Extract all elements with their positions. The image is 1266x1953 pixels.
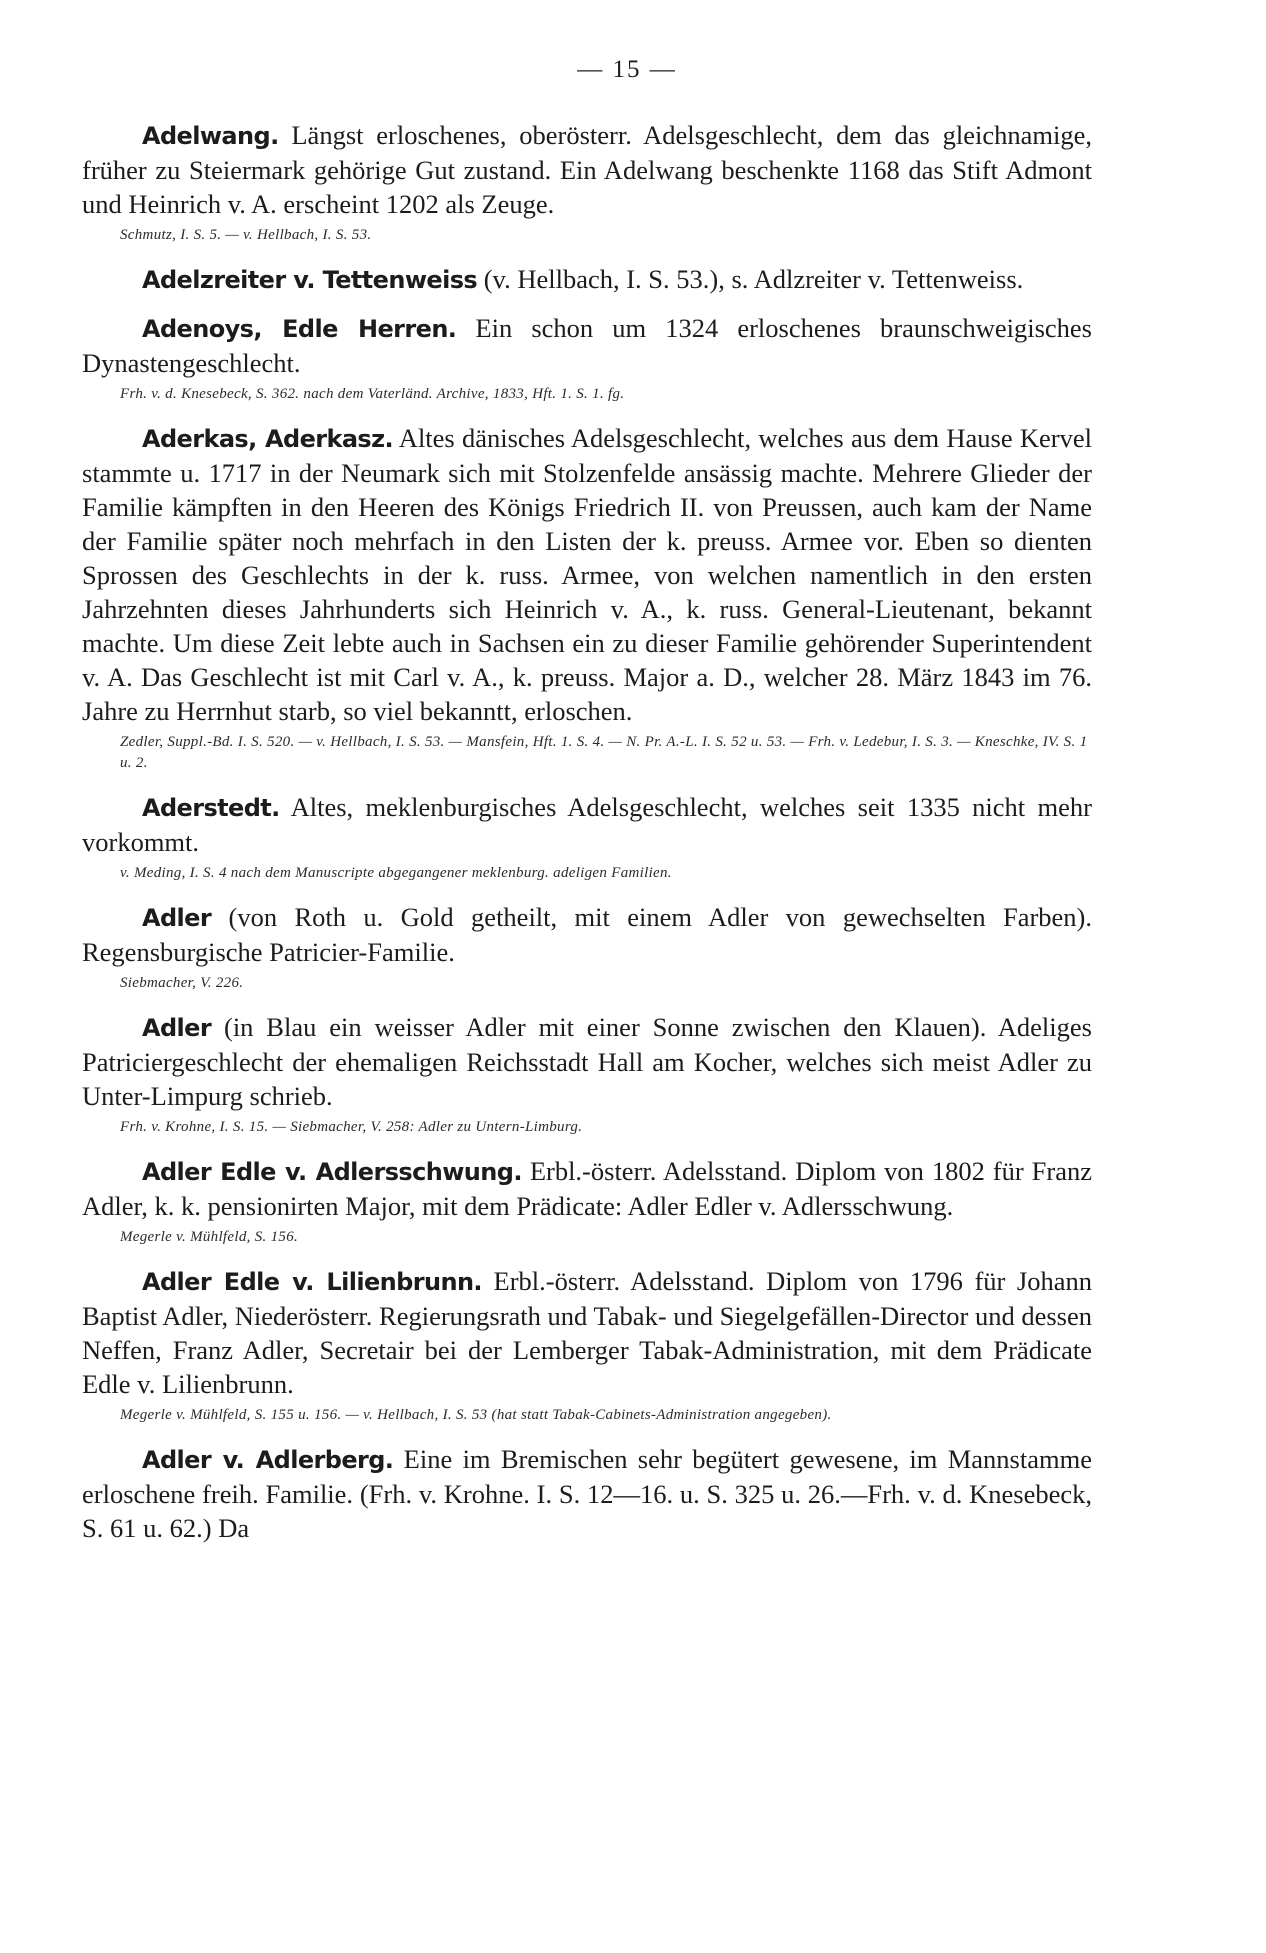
entry-head: Adenoys, Edle Herren. <box>142 315 457 343</box>
entry-text: (von Roth u. Gold getheilt, mit einem Adler von gewechselten Farben). Regensburgische Patricier-Familie. <box>82 902 1092 967</box>
entry-text: Eine im Bremischen sehr begütert gewesene, im Mannstamme erloschene freih. Familie. (Frh. v. Krohne. I. S. 12—16. u. S. 325 u. 26.—Frh. v. d. Knesebeck, S. 61 u. 62.) Da <box>82 1444 1092 1543</box>
entry-adler-hall <box>82 1010 1092 1113</box>
entry-reference: Frh. v. d. Knesebeck, S. 362. nach dem Vaterländ. Archive, 1833, Hft. 1. S. 1. fg. <box>120 386 625 402</box>
entry-head: Adler v. Adlerberg. <box>142 1446 394 1474</box>
entry-text: (in Blau ein weisser Adler mit einer Sonne zwischen den Klauen). Adeliges Patriciergeschlecht der ehemaligen Reichsstadt Hall am Kocher, welches sich meist Adler zu Unter-Limpurg schrieb. <box>82 1012 1092 1111</box>
entry-aderstedt <box>82 790 1092 859</box>
entry-adelwang <box>82 118 1092 221</box>
entry-adler-lilienbrunn <box>82 1264 1092 1401</box>
entry-text: (v. Hellbach, I. S. 53.), s. Adlzreiter v. Tettenweiss. <box>477 264 1024 294</box>
entry-text: Längst erloschenes, oberösterr. Adelsgeschlecht, dem das gleichnamige, früher zu Steiermark gehörige Gut zustand. Ein Adelwang beschenkte 1168 das Stift Admont und Heinrich v. A. erscheint 1202 als Zeuge. <box>82 120 1092 219</box>
page-number: — 15 — <box>577 56 677 83</box>
entry-head: Adler Edle v. Lilienbrunn. <box>142 1268 482 1296</box>
entry-adenoys <box>82 311 1092 380</box>
entry-text: Altes dänisches Adelsgeschlecht, welches aus dem Hause Kervel stammte u. 1717 in der Neumark sich mit Stolzenfelde ansässig machte. Mehrere Glieder der Familie kämpften in den Heeren des Königs Friedrich II. von Preussen, auch kam der Name der Familie später noch mehrfach in den Listen der k. preuss. Armee vor. Eben so dienten Sprossen des Geschlechts in der k. russ. Armee, von welchen namentlich in den ersten Jahrzehnten dieses Jahrhunderts sich Heinrich v. A., k. russ. General-Lieutenant, bekannt machte. Um diese Zeit lebte auch in Sachsen ein zu dieser Familie gehörender Superintendent v. A. Das Geschlecht ist mit Carl v. A., k. preuss. Major a. D., welcher 28. März 1843 im 76. Jahre zu Herrnhut starb, so viel bekanntt, erloschen. <box>82 423 1092 726</box>
book-page <box>82 56 1092 1545</box>
entry-reference: Zedler, Suppl.-Bd. I. S. 520. — v. Hellbach, I. S. 53. — Mansfein, Hft. 1. S. 4. — N. Pr. A.-L. I. S. 52 u. 53. — Frh. v. Ledebur, I. S. 3. — Kneschke, IV. S. 1 u. 2. <box>120 734 1088 771</box>
entry-head: Adler <box>142 904 212 932</box>
entry-adler-regensburg <box>82 900 1092 969</box>
entry-reference: Megerle v. Mühlfeld, S. 155 u. 156. — v. Hellbach, I. S. 53 (hat statt Tabak-Cabinets-Administration angegeben). <box>120 1407 832 1423</box>
entry-reference: v. Meding, I. S. 4 nach dem Manuscripte abgegangener meklenburg. adeligen Familien. <box>120 865 672 881</box>
entry-head: Adler <box>142 1014 212 1042</box>
entry-text: Erbl.-österr. Adelsstand. Diplom von 1796 für Johann Baptist Adler, Niederösterr. Regierungsrath und Tabak- und Siegelgefällen-Director und dessen Neffen, Franz Adler, Secretair bei der Lemberger Tabak-Administration, mit dem Prädicate Edle v. Lilienbrunn. <box>82 1266 1093 1399</box>
entry-reference: Frh. v. Krohne, I. S. 15. — Siebmacher, V. 258: Adler zu Untern-Limburg. <box>120 1119 583 1135</box>
entry-reference: Schmutz, I. S. 5. — v. Hellbach, I. S. 53. <box>120 227 372 243</box>
entry-text: Ein schon um 1324 erloschenes braunschweigisches Dynastengeschlecht. <box>82 313 1092 378</box>
entry-text: Altes, meklenburgisches Adelsgeschlecht, welches seit 1335 nicht mehr vorkommt. <box>82 792 1092 857</box>
entry-text: Erbl.-österr. Adelsstand. Diplom von 1802 für Franz Adler, k. k. pensionirten Major, mit dem Prädicate: Adler Edler v. Adlersschwung. <box>82 1156 1092 1221</box>
entry-head: Adelzreiter v. Tettenweiss <box>142 266 478 294</box>
entry-head: Adelwang. <box>142 122 279 150</box>
entry-adelzreiter <box>82 262 1092 297</box>
entry-head: Aderkas, Aderkasz. <box>142 425 394 453</box>
entry-reference: Megerle v. Mühlfeld, S. 156. <box>120 1229 299 1245</box>
entry-head: Aderstedt. <box>142 794 280 822</box>
entry-reference: Siebmacher, V. 226. <box>120 975 244 991</box>
entry-adler-adlerberg <box>82 1442 1092 1545</box>
entry-adler-adlersschwung <box>82 1154 1092 1223</box>
entry-aderkas <box>82 421 1092 728</box>
entry-head: Adler Edle v. Adlersschwung. <box>142 1158 522 1186</box>
